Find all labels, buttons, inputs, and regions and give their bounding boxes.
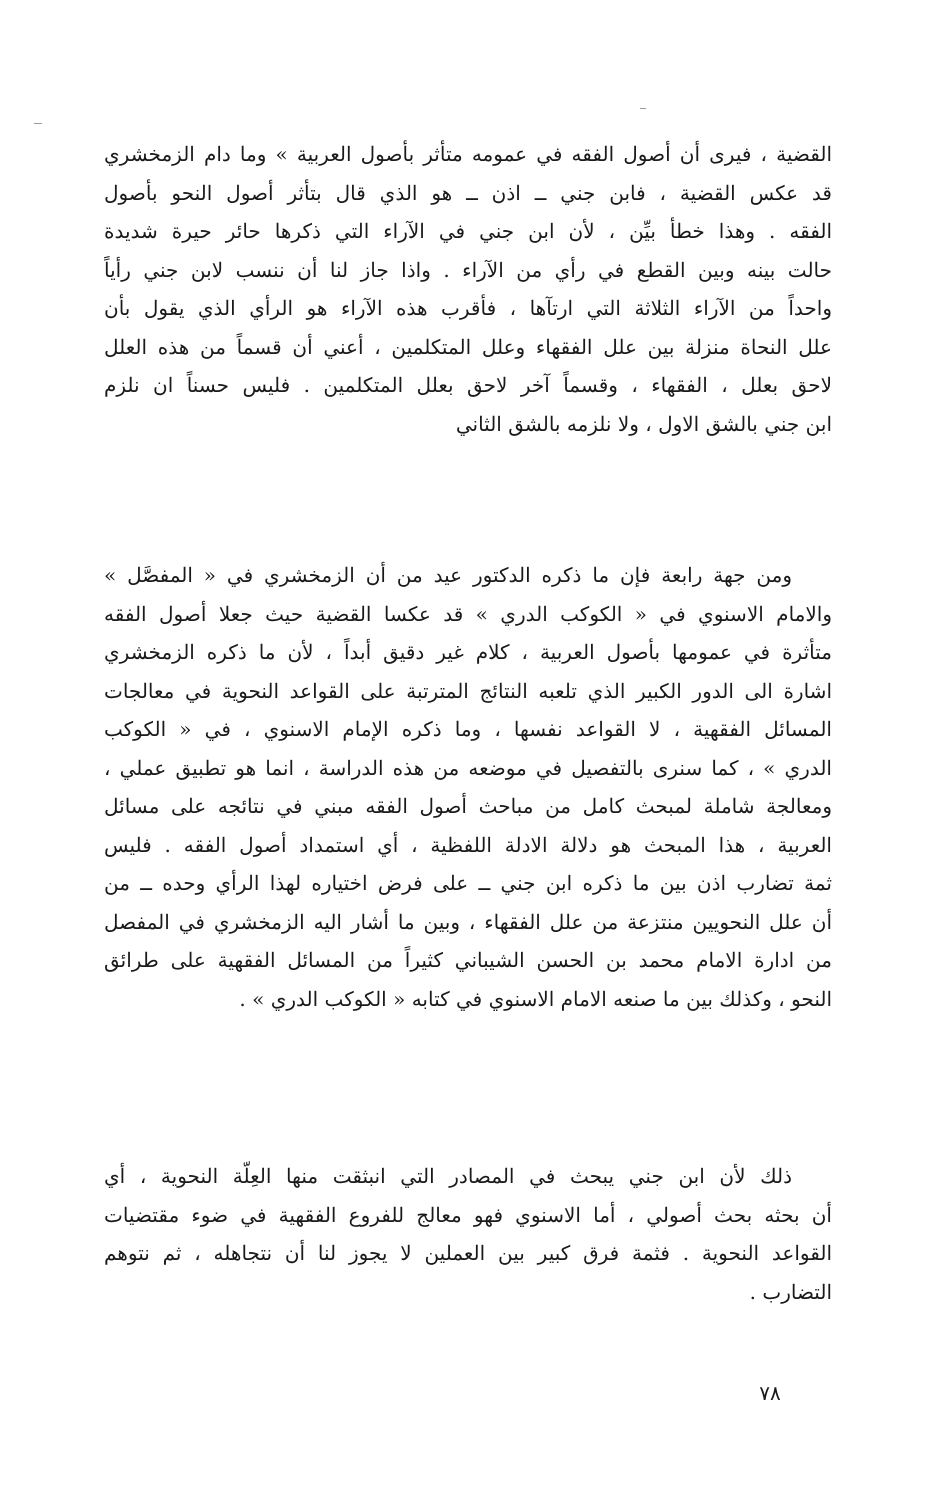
paragraph-1: [104, 135, 832, 443]
text-line: ومن جهة رابعة فإن ما ذكره الدكتور عيد من أن الزمخشري في « المفصَّل »: [104, 563, 792, 587]
text-line: ثمة تضارب اذن بين ما ذكره ابن جني ــ على فرض اختياره لهذا الرأي وحده ــ من: [104, 871, 832, 895]
text-line: القضية ، فيرى أن أصول الفقه في عمومه متأثر بأصول العربية » وما دام الزمخشري: [104, 142, 832, 166]
text-line: أن بحثه بحث أصولي ، أما الاسنوي فهو معالج للفروع الفقهية في ضوء مقتضيات: [104, 1202, 832, 1227]
text-line: قد عكس القضية ، فابن جني ــ اذن ــ هو الذي قال بتأثر أصول النحو بأصول: [104, 180, 832, 205]
text-line: التضارب .: [749, 1279, 832, 1304]
text-line: علل النحاة منزلة بين علل الفقهاء وعلل المتكلمين ، أعني أن قسماً من هذه العلل: [104, 334, 832, 359]
text-line: اشارة الى الدور الكبير الذي تلعبه النتائج المترتبة على القواعد النحوية في معالجات: [104, 678, 832, 703]
text-line: ذلك لأن ابن جني يبحث في المصادر التي انبثقت منها العِلّة النحوية ، أي: [104, 1164, 792, 1188]
text-line: العربية ، هذا المبحث هو دلالة الادلة اللفظية ، أي استمداد أصول الفقه . فليس: [104, 832, 832, 857]
text-line: ومعالجة شاملة لمبحث كامل من مباحث أصول الفقه مبني في نتائجه على مسائل: [104, 794, 832, 818]
text-line: ابن جني بالشق الاول ، ولا نلزمه بالشق الثاني: [455, 411, 832, 436]
scan-mark: [34, 123, 42, 124]
text-line: المسائل الفقهية ، لا القواعد نفسها ، وما ذكره الإمام الاسنوي ، في « الكوكب: [104, 717, 832, 741]
text-line: متأثرة في عمومها بأصول العربية ، كلام غير دقيق أبداً ، لأن ما ذكره الزمخشري: [104, 640, 832, 664]
text-line: أن علل النحويين منتزعة من علل الفقهاء ، وبين ما أشار اليه الزمخشري في المفصل: [104, 909, 832, 934]
scan-mark: [640, 108, 646, 109]
text-line: لاحق بعلل ، الفقهاء ، وقسماً آخر لاحق بعلل المتكلمين . فليس حسناً ان نلزم: [104, 373, 832, 397]
paragraph-2: [104, 556, 832, 1018]
text-line: الفقه . وهذا خطأ بيِّن ، لأن ابن جني في الآراء التي ذكرها حائر حيرة شديدة: [104, 219, 832, 243]
text-line: الدري » ، كما سنرى بالتفصيل في موضعه من هذه الدراسة ، انما هو تطبيق عملي ،: [104, 755, 832, 780]
text-line: النحو ، وكذلك بين ما صنعه الامام الاسنوي في كتابه « الكوكب الدري » .: [239, 986, 832, 1011]
text-line: حالت بينه وبين القطع في رأي من الآراء . واذا جاز لنا أن ننسب لابن جني رأياً: [104, 257, 832, 282]
text-line: القواعد النحوية . فثمة فرق كبير بين العملين لا يجوز لنا أن نتجاهله ، ثم نتوهم: [104, 1241, 832, 1265]
page-number: ٧٨: [759, 1381, 781, 1405]
text-line: واحداً من الآراء الثلاثة التي ارتآها ، فأقرب هذه الآراء هو الرأي الذي يقول بأن: [104, 296, 832, 320]
text-line: من ادارة الامام محمد بن الحسن الشيباني كثيراً من المسائل الفقهية على طرائق: [104, 948, 832, 972]
text-line: والامام الاسنوي في « الكوكب الدري » قد عكسا القضية حيث جعلا أصول الفقه: [104, 601, 832, 626]
paragraph-3: [104, 1157, 832, 1311]
